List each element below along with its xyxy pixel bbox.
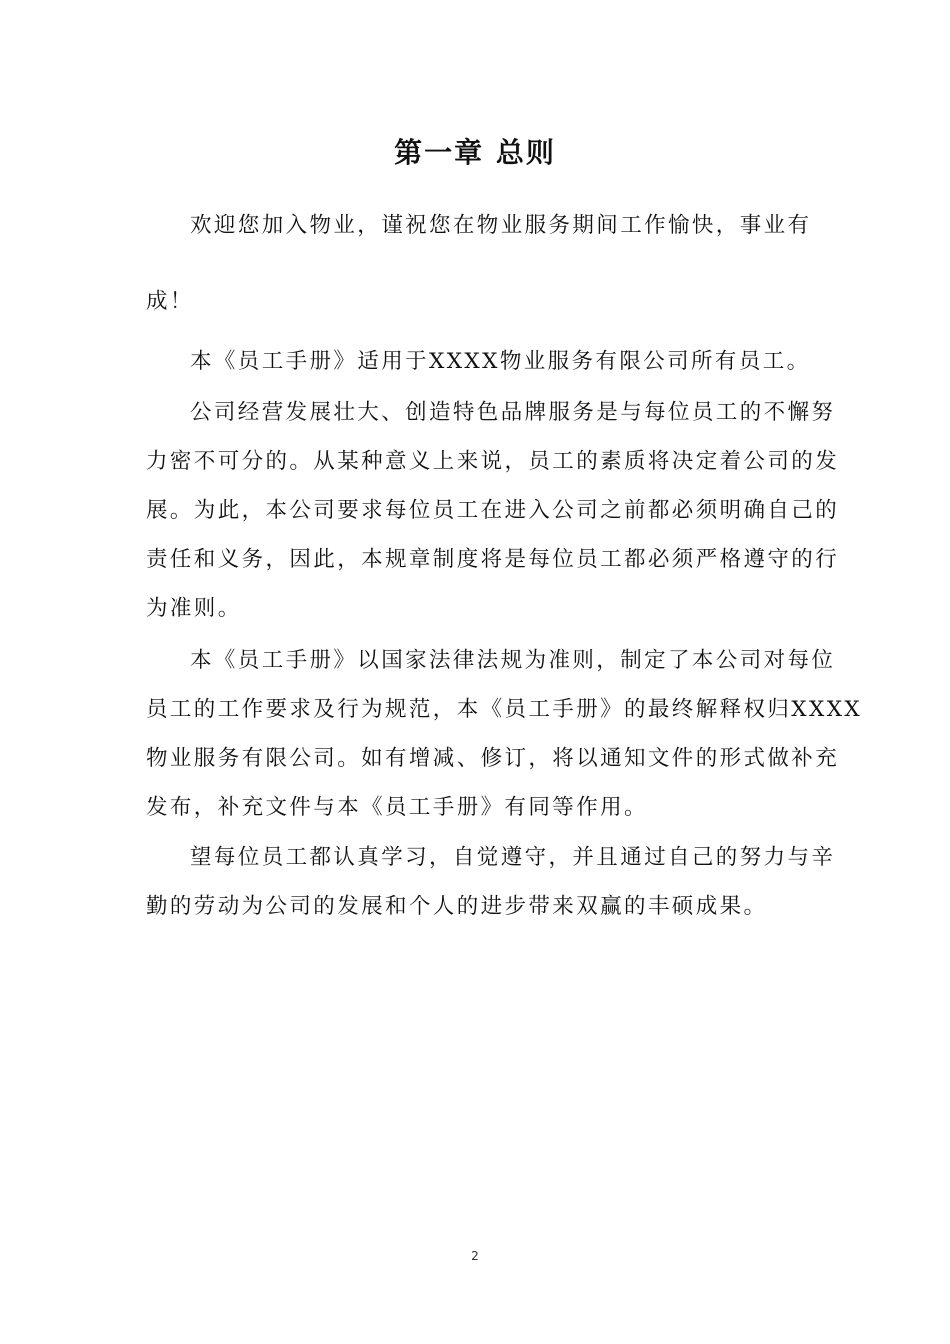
paragraph-welcome — [146, 201, 812, 326]
paragraph-line: 责任和义务，因此，本规章制度将是每位员工都必须严格遵守的行 — [146, 547, 840, 572]
paragraph-line: 勤的劳动为公司的发展和个人的进步带来双赢的丰硕成果。 — [146, 894, 768, 919]
paragraph-line: 员工的工作要求及行为规范，本《员工手册》的最终解释权归XXXX — [146, 697, 863, 722]
paragraph-line: 欢迎您加入物业，谨祝您在物业服务期间工作愉快，事业有 — [190, 213, 812, 238]
paragraph-line: 成！ — [146, 289, 194, 314]
paragraph-line: 本《员工手册》以国家法律法规为准则，制定了本公司对每位 — [190, 648, 836, 673]
paragraph-legal-basis — [146, 636, 863, 832]
chapter-title: 第一章 总则 — [394, 136, 556, 169]
paragraph-line: 展。为此，本公司要求每位员工在进入公司之前都必须明确自己的 — [146, 498, 840, 523]
paragraph-line: 发布，补充文件与本《员工手册》有同等作用。 — [146, 795, 648, 820]
paragraph-line: 望每位员工都认真学习，自觉遵守，并且通过自己的努力与辛 — [190, 845, 836, 870]
paragraph-closing — [146, 833, 836, 931]
paragraph-development — [146, 388, 840, 633]
paragraph-scope — [146, 337, 811, 386]
paragraph-line: 为准则。 — [146, 596, 242, 621]
paragraph-line: 力密不可分的。从某种意义上来说，员工的素质将决定着公司的发 — [146, 449, 840, 474]
paragraph-line: 物业服务有限公司。如有增减、修订，将以通知文件的形式做补充 — [146, 746, 840, 771]
paragraph-line: 公司经营发展壮大、创造特色品牌服务是与每位员工的不懈努 — [190, 400, 836, 425]
page-number: 2 — [471, 1249, 479, 1263]
paragraph-line: 本《员工手册》适用于XXXX物业服务有限公司所有员工。 — [190, 349, 811, 374]
